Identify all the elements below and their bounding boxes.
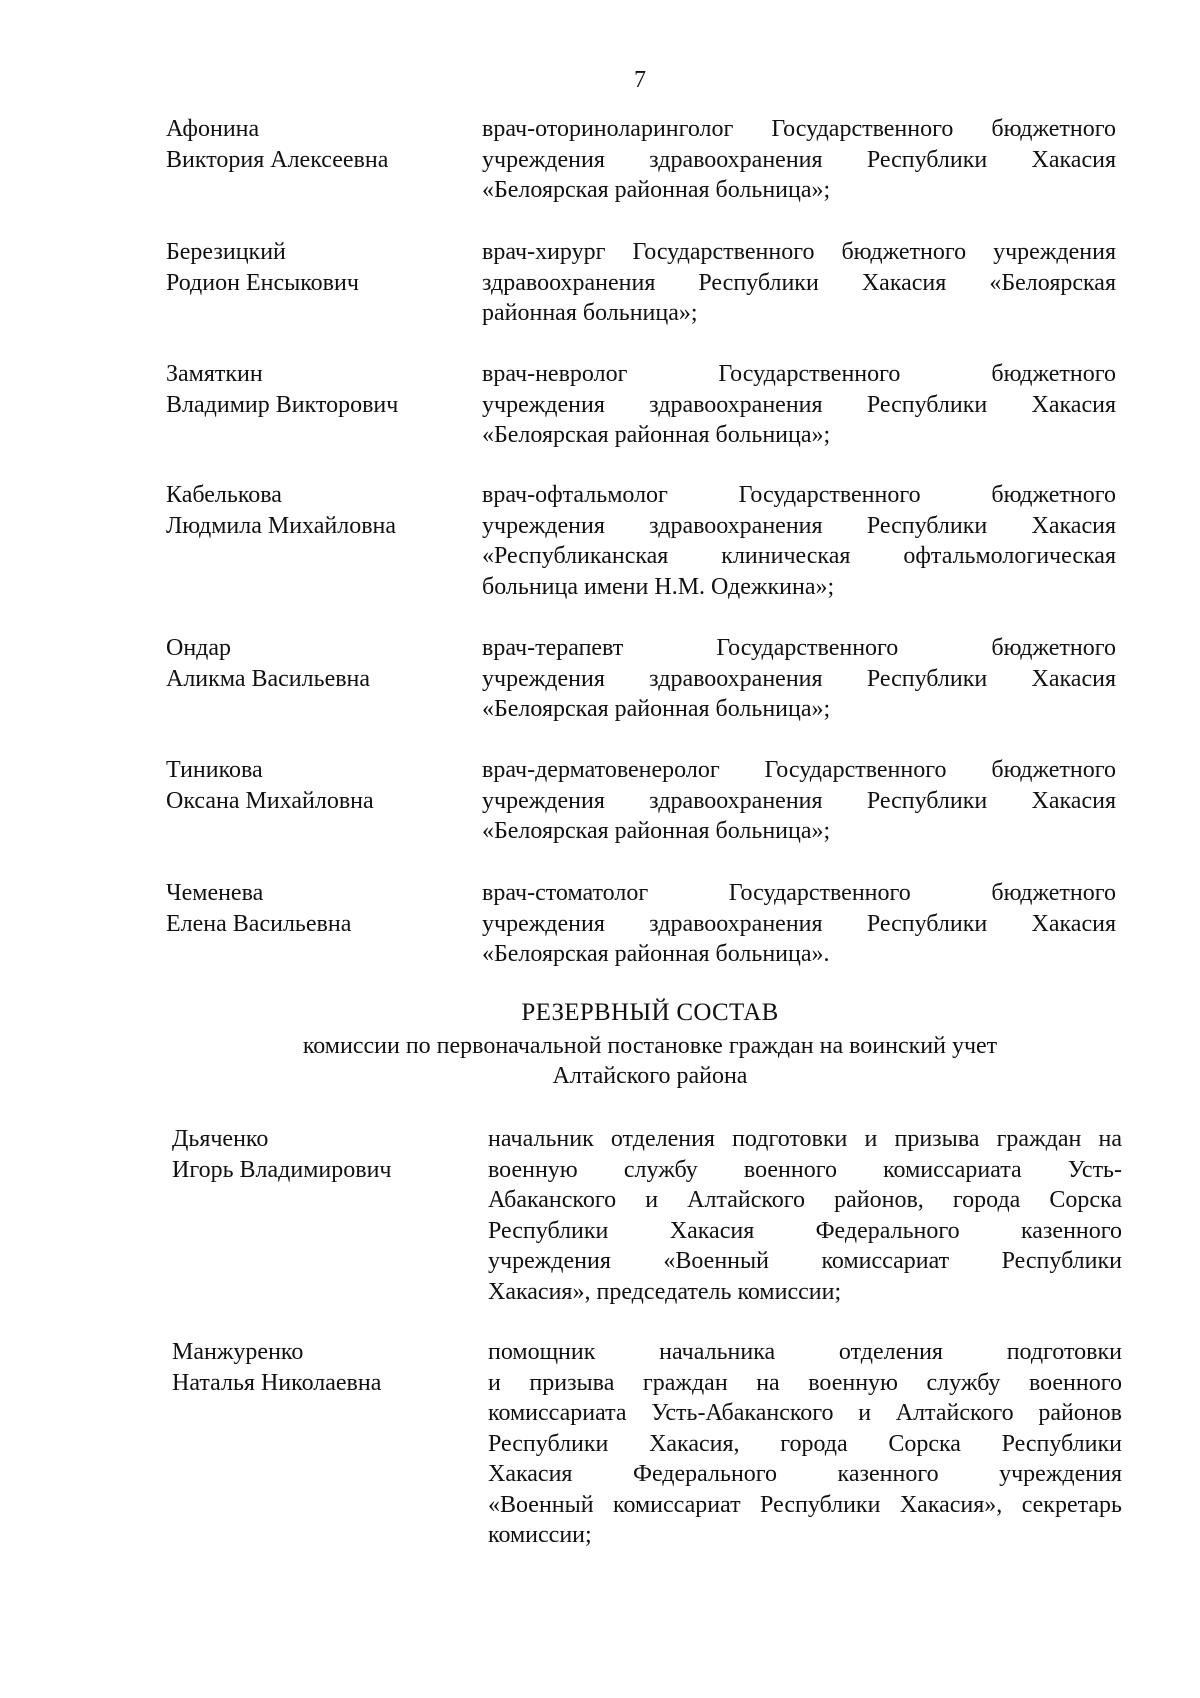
position-line: учреждения здравоохранения Республики Хакасия — [482, 910, 1116, 937]
position-line: «Белоярская районная больница»; — [482, 818, 831, 844]
member-name — [166, 237, 466, 298]
member-surname: Афонина — [166, 116, 260, 142]
position-line: врач-дерматовенеролог Государственного бюджетного — [482, 757, 1116, 783]
position-line: Республики Хакасия Федерального казенного — [488, 1217, 1122, 1244]
member-given-names: Виктория Алексеевна — [166, 146, 389, 173]
position-line: Абаканского и Алтайского районов, города Сорска — [488, 1187, 1122, 1213]
position-line: врач-терапевт Государственного бюджетного — [482, 635, 1116, 661]
member-position — [482, 480, 1116, 602]
position-line: районная больница»; — [482, 300, 698, 326]
member-position — [482, 755, 1116, 847]
member-surname: Дьяченко — [172, 1126, 269, 1152]
position-line: учреждения здравоохранения Республики Хакасия — [482, 665, 1116, 692]
position-line: врач-оториноларинголог Государственного бюджетного — [482, 116, 1116, 142]
member-surname: Тиникова — [166, 757, 263, 783]
position-line: учреждения здравоохранения Республики Хакасия — [482, 787, 1116, 814]
member-given-names: Родион Енсыкович — [166, 269, 359, 296]
position-line: врач-невролог Государственного бюджетного — [482, 361, 1116, 387]
member-given-names: Владимир Викторович — [166, 391, 399, 418]
position-line: начальник отделения подготовки и призыва граждан на — [488, 1126, 1122, 1152]
member-position — [482, 114, 1116, 206]
member-name — [166, 878, 466, 939]
member-given-names: Игорь Владимирович — [172, 1156, 392, 1183]
position-line: Хакасия», председатель комиссии; — [488, 1278, 842, 1305]
member-surname: Замяткин — [166, 361, 263, 387]
position-line: здравоохранения Республики Хакасия «Белоярская — [482, 269, 1116, 296]
member-name — [166, 359, 466, 420]
position-line: комиссариата Усть-Абаканского и Алтайского районов — [488, 1400, 1122, 1426]
position-line: «Белоярская районная больница»; — [482, 422, 831, 448]
position-line: комиссии; — [488, 1522, 592, 1548]
reserve-heading-district: Алтайского района — [552, 1063, 748, 1089]
member-given-names: Наталья Николаевна — [172, 1369, 382, 1396]
position-line: врач-хирург Государственного бюджетного учреждения — [482, 239, 1116, 265]
member-name — [166, 114, 466, 175]
member-given-names: Людмила Михайловна — [166, 512, 397, 539]
member-position — [482, 878, 1116, 970]
position-line: «Белоярская районная больница»; — [482, 696, 831, 722]
position-line: учреждения здравоохранения Республики Хакасия — [482, 391, 1116, 418]
page-number: 7 — [634, 67, 646, 93]
member-name — [166, 755, 466, 816]
member-name — [166, 633, 466, 694]
position-line: «Белоярская районная больница». — [482, 941, 830, 967]
reserve-heading-title: РЕЗЕРВНЫЙ СОСТАВ — [521, 999, 779, 1026]
position-line: «Белоярская районная больница»; — [482, 177, 831, 203]
member-surname: Березицкий — [166, 239, 286, 265]
position-line: и призыва граждан на военную службу военного — [488, 1369, 1122, 1396]
position-line: военную службу военного комиссариата Усть- — [488, 1156, 1122, 1183]
member-given-names: Аликма Васильевна — [166, 665, 371, 692]
position-line: врач-стоматолог Государственного бюджетного — [482, 880, 1116, 906]
member-position — [482, 359, 1116, 451]
position-line: Хакасия Федерального казенного учреждения — [488, 1461, 1122, 1487]
position-line: врач-офтальмолог Государственного бюджетного — [482, 482, 1116, 508]
member-given-names: Елена Васильевна — [166, 910, 352, 937]
member-surname: Ондар — [166, 635, 232, 661]
position-line: учреждения здравоохранения Республики Хакасия — [482, 146, 1116, 173]
position-line: «Военный комиссариат Республики Хакасия», секретарь — [488, 1491, 1122, 1518]
position-line: учреждения «Военный комиссариат Республики — [488, 1248, 1122, 1274]
position-line: учреждения здравоохранения Республики Хакасия — [482, 512, 1116, 539]
position-line: «Республиканская клиническая офтальмологическая — [482, 543, 1116, 569]
member-given-names: Оксана Михайловна — [166, 787, 374, 814]
member-position — [488, 1124, 1122, 1307]
member-name — [172, 1124, 472, 1185]
position-line: помощник начальника отделения подготовки — [488, 1339, 1122, 1365]
member-name — [166, 480, 466, 541]
position-line: больница имени Н.М. Одежкина»; — [482, 573, 835, 600]
position-line: Республики Хакасия, города Сорска Республики — [488, 1430, 1122, 1457]
member-position — [488, 1337, 1122, 1551]
member-surname: Манжуренко — [172, 1339, 304, 1365]
member-surname: Кабелькова — [166, 482, 282, 508]
member-position — [482, 633, 1116, 725]
reserve-heading-subtitle: комиссии по первоначальной постановке граждан на воинский учет — [302, 1033, 998, 1059]
member-name — [172, 1337, 472, 1398]
member-surname: Чеменева — [166, 880, 264, 906]
member-position — [482, 237, 1116, 329]
